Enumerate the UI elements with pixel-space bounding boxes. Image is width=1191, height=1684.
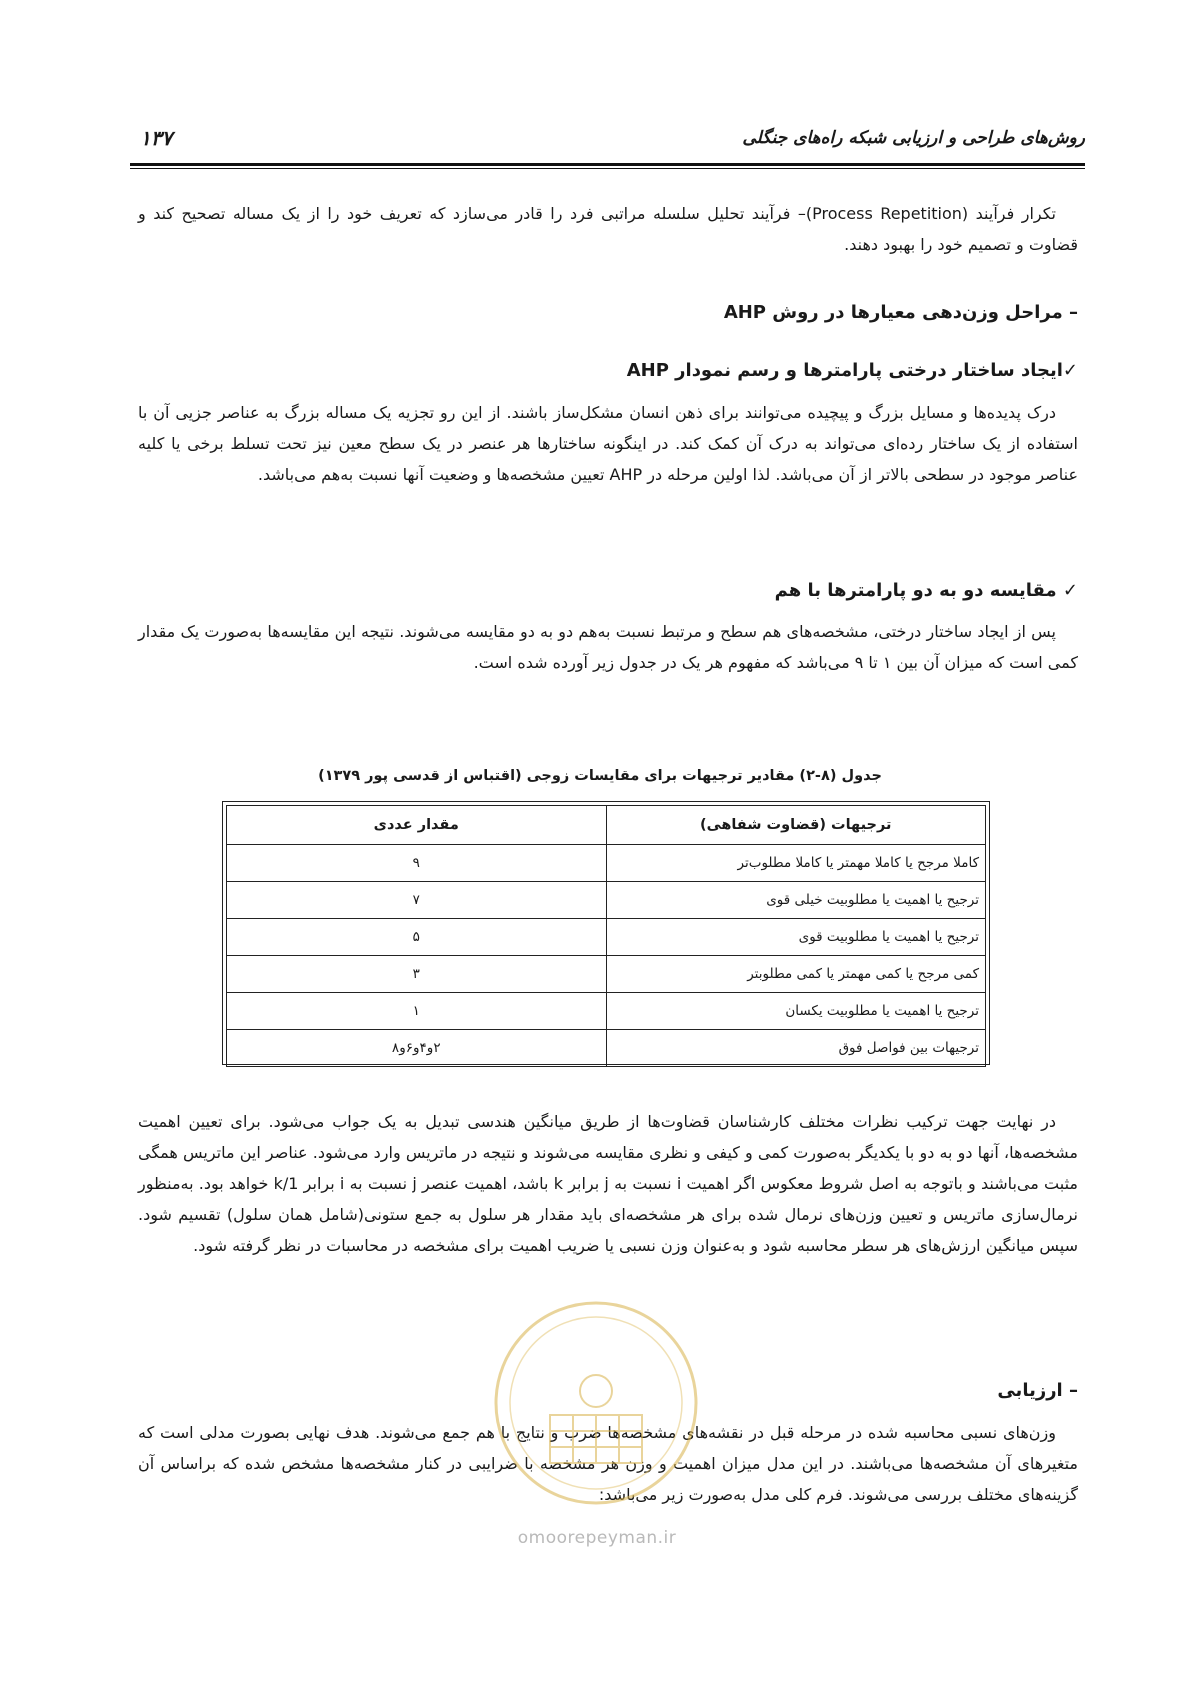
header-rule-thin [130,168,1085,169]
step1-heading: ✓ایجاد ساختار درختی پارامترها و رسم نمودار AHP [626,360,1078,381]
cell-preference: ترجیح یا اهمیت یا مطلوبیت قوی [606,919,986,956]
table-row [227,919,986,956]
watermark-url: omoorepeyman.ir [517,1528,677,1548]
table-row [227,845,986,882]
header-value: مقدار عددی [227,806,607,845]
evaluation-heading: – ارزیابی [997,1380,1078,1401]
cell-value: ۲و۴و۶و۸ [227,1030,607,1067]
step1-text: درک پدیده‌ها و مسایل بزرگ و پیچیده می‌توانند برای ذهن انسان مشکل‌ساز باشند. از این رو تجزیه یک مساله بزرگ به عناصر جزیی آن با استفاده از یک ساختار رده‌ای می‌تواند به درک آن کمک کند. در اینگونه ساختارها هر عنصر در یک سطح معین نیز تحت تسلط برخی یا کلیه عناصر موجود در سطحی بالاتر از آن می‌باشد. لذا اولین مرحله در AHP تعیین مشخصه‌ها و وضعیت آنها نسبت به‌هم می‌باشد. [138,403,1078,484]
final-text: در نهایت جهت ترکیب نظرات مختلف کارشناسان قضاوت‌ها از طریق میانگین هندسی تبدیل به یک جواب می‌شود. برای تعیین اهمیت مشخصه‌ها، آنها دو به دو با یکدیگر به‌صورت کمی و کیفی و نظری مقایسه می‌شوند و نتیجه در ماتریس وارد می‌شود. عناصر این ماتریس همگی مثبت می‌باشند و باتوجه به اصل شروط معکوس اگر اهمیت i نسبت به j برابر k باشد، اهمیت عنصر j نسبت به i برابر 1/k خواهد بود. به‌منظور نرمال‌سازی ماتریس و تعیین وزن‌های نرمال شده برای هر مشخصه‌ای باید مقدار هر سلول به جمع ستونی(شامل همان سلول) تقسیم شود. سپس میانگین ارزش‌های هر سطر محاسبه شود و به‌عنوان وزن نسبی یا ضریب اهمیت برای مشخصه در محاسبات در نظر گرفته شود. [138,1112,1078,1255]
section-heading: – مراحل وزن‌دهی معیارها در روش AHP [723,302,1078,323]
step2-paragraph [138,616,1078,678]
cell-value: ۹ [227,845,607,882]
cell-value: ۳ [227,956,607,993]
table-header-row [227,806,986,845]
intro-paragraph [138,198,1078,260]
cell-value: ۷ [227,882,607,919]
cell-preference: ترجیح یا اهمیت یا مطلوبیت یکسان [606,993,986,1030]
cell-preference: ترجیح یا اهمیت یا مطلوبیت خیلی قوی [606,882,986,919]
step2-text: پس از ایجاد ساختار درختی، مشخصه‌های هم سطح و مرتبط نسبت به‌هم دو به دو مقایسه می‌شوند. نتیجه این مقایسه‌ها به‌صورت یک مقدار کمی است که میزان آن بین ۱ تا ۹ می‌باشد که مفهوم هر یک در جدول زیر آورده شده است. [138,622,1078,672]
preference-table [226,805,986,1067]
cell-preference: ترجیهات بین فواصل فوق [606,1030,986,1067]
header-preference: ترجیهات (قضاوت شفاهی) [606,806,986,845]
preference-table-frame [222,801,990,1065]
step1-paragraph [138,397,1078,490]
cell-preference: کمی مرجح یا کمی مهمتر یا کمی مطلوبتر [606,956,986,993]
cell-value: ۵ [227,919,607,956]
running-title: روش‌های طراحی و ارزیابی شبکه راه‌های جنگلی [742,128,1085,148]
intro-text: تکرار فرآیند (Process Repetition)– فرآیند تحلیل سلسله مراتبی فرد را قادر می‌سازد که تعریف خود را از یک مساله تصحیح کند و قضاوت و تصمیم خود را بهبود دهند. [138,204,1078,254]
table-caption: جدول (۸-۲) مقادیر ترجیهات برای مقایسات زوجی (اقتباس از قدسی پور ۱۳۷۹) [318,768,882,784]
table-row [227,956,986,993]
final-paragraph [138,1106,1078,1261]
evaluation-paragraph [138,1417,1078,1510]
header-rule-thick [130,163,1085,166]
table-row [227,1030,986,1067]
table-row [227,882,986,919]
evaluation-text: وزن‌های نسبی محاسبه شده در مرحله قبل در نقشه‌های مشخصه‌ها ضرب و نتایج با هم جمع می‌شوند. هدف نهایی بصورت مدلی است که متغیرهای آن مشخصه‌ها می‌باشند. در این مدل میزان اهمیت و وزن هر مشخصه با ضرایبی در کنار مشخصه‌ها مشخص شده که براساس آن گزینه‌های مختلف بررسی می‌شوند. فرم کلی مدل به‌صورت زیر می‌باشد: [138,1423,1078,1504]
cell-preference: کاملا مرجح یا کاملا مهمتر یا کاملا مطلوب‌تر [606,845,986,882]
cell-value: ۱ [227,993,607,1030]
page-header [130,118,1085,158]
table-row [227,993,986,1030]
step2-heading: ✓ مقایسه دو به دو پارامترها با هم [774,580,1078,601]
page-number: ۱۳۷ [140,126,173,150]
